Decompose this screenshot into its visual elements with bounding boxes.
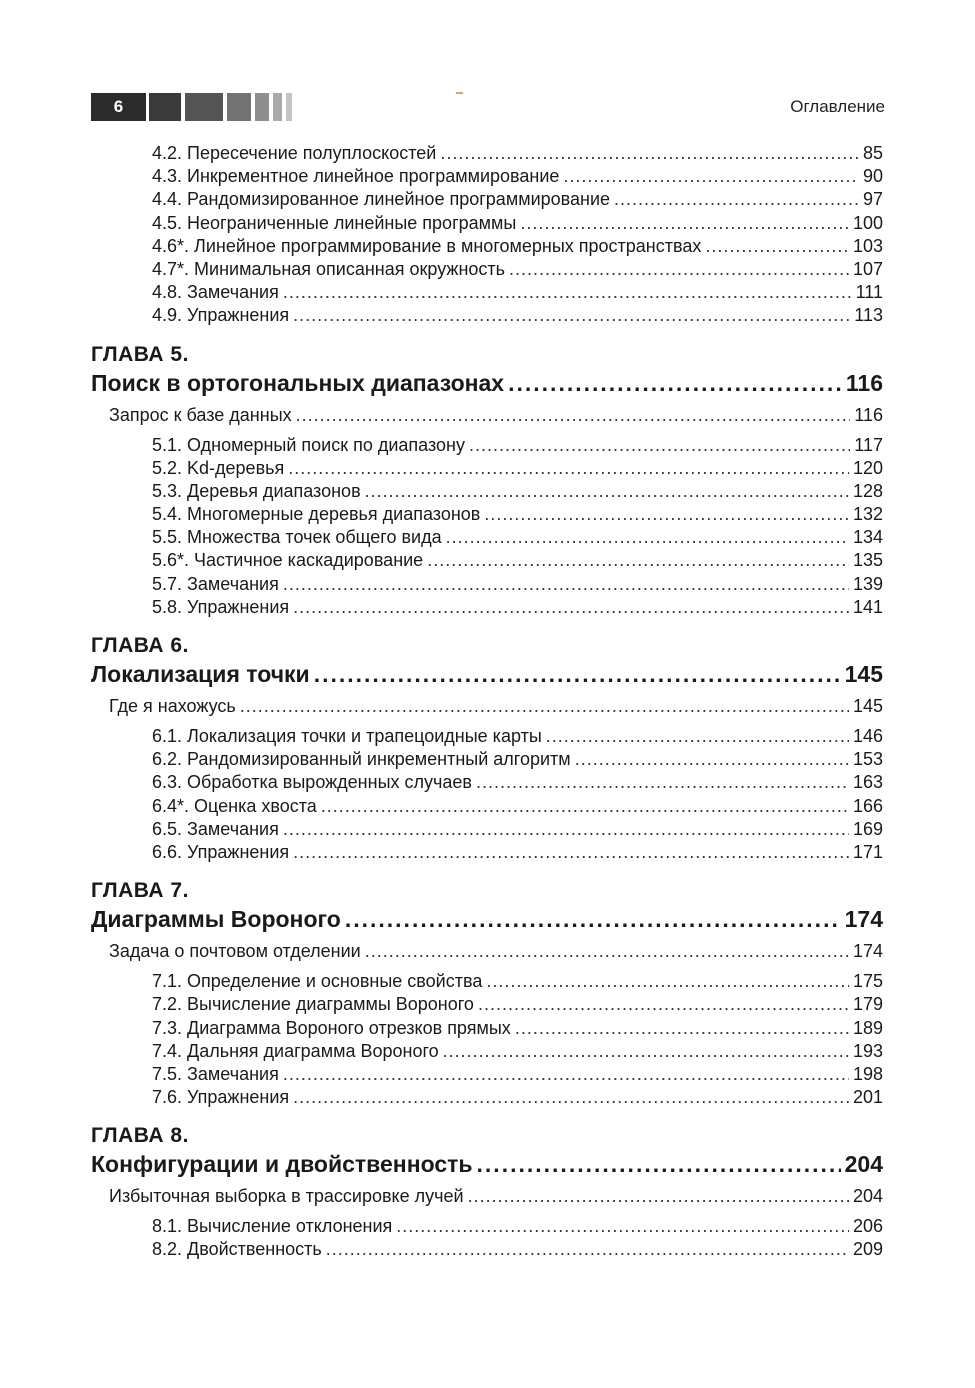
dot-leader xyxy=(486,970,849,993)
toc-intro-entry xyxy=(91,694,883,718)
toc-intro-entry-title: Избыточная выборка в трассировке лучей xyxy=(109,1186,464,1207)
toc-section-entry-title: 5.8. Упражнения xyxy=(152,596,290,617)
chapter-title-page: 116 xyxy=(845,369,883,396)
toc-section-entry xyxy=(91,841,883,864)
dot-leader xyxy=(293,1086,849,1109)
dot-leader xyxy=(240,694,849,718)
toc-section-entry-title: 5.2. Kd-деревья xyxy=(152,457,285,478)
toc-section-entry-title: 4.8. Замечания xyxy=(152,282,279,303)
dot-leader xyxy=(446,526,849,549)
toc-section-entry-page: 117 xyxy=(854,434,883,455)
header-bar-2 xyxy=(185,93,223,121)
toc-section-entry-title: 4.7*. Минимальная описанная окружность xyxy=(152,258,506,279)
toc-section-entry-page: 107 xyxy=(852,258,883,279)
toc-section-entry xyxy=(91,304,883,327)
dot-leader xyxy=(515,1017,849,1040)
toc-section-entry xyxy=(91,970,883,993)
toc-section-entry xyxy=(91,212,883,235)
dot-leader xyxy=(477,1150,841,1178)
toc-intro-entry-page: 174 xyxy=(852,941,883,962)
toc-section-entry-page: 132 xyxy=(852,504,883,525)
header-bar-4 xyxy=(255,93,269,121)
toc-section-entry-page: 135 xyxy=(852,550,883,571)
toc-section-entry-page: 100 xyxy=(852,212,883,233)
dot-leader xyxy=(508,369,842,397)
header-bar-3 xyxy=(227,93,251,121)
toc-section-entry-page: 146 xyxy=(852,726,883,746)
table-of-contents xyxy=(91,142,883,1262)
chapter-label: ГЛАВА 7. xyxy=(91,879,189,903)
dot-leader xyxy=(365,480,849,503)
dot-leader xyxy=(520,212,849,235)
toc-section-entry-title: 7.4. Дальняя диаграмма Вороного xyxy=(152,1040,439,1061)
toc-section-entry-page: 163 xyxy=(852,772,883,793)
toc-section-entry-title: 7.6. Упражнения xyxy=(152,1087,290,1108)
chapter-title-title: Поиск в ортогональных диапазонах xyxy=(91,369,505,396)
toc-section-entry-page: 175 xyxy=(852,971,883,992)
toc-section-entry-title: 5.1. Одномерный поиск по диапазону xyxy=(152,434,465,455)
toc-section-entry-title: 7.5. Замечания xyxy=(152,1063,279,1084)
toc-section-entry xyxy=(91,503,883,526)
toc-section-entry-title: 4.9. Упражнения xyxy=(152,305,290,326)
dot-leader xyxy=(326,1238,849,1261)
header-bar-5 xyxy=(273,93,282,121)
dot-leader xyxy=(563,165,859,188)
toc-section-entry xyxy=(91,165,883,188)
dot-leader xyxy=(478,993,849,1016)
toc-section-entry xyxy=(91,258,883,281)
toc-section-entry xyxy=(91,596,883,619)
toc-section-entry-page: 97 xyxy=(862,189,883,210)
toc-section-entry-title: 5.3. Деревья диапазонов xyxy=(152,480,361,501)
toc-section-entry-title: 7.2. Вычисление диаграммы Вороного xyxy=(152,994,474,1015)
toc-section-entry-page: 141 xyxy=(852,596,883,617)
chapter-label: ГЛАВА 5. xyxy=(91,342,189,366)
dot-leader xyxy=(484,503,849,526)
toc-intro-entry-title: Запрос к базе данных xyxy=(109,404,292,425)
toc-section-entry-title: 4.5. Неограниченные линейные программы xyxy=(152,212,517,233)
toc-section-entry xyxy=(91,818,883,841)
toc-intro-entry xyxy=(91,403,883,427)
toc-section-entry-title: 5.4. Многомерные деревья диапазонов xyxy=(152,504,481,525)
toc-section-entry-title: 8.1. Вычисление отклонения xyxy=(152,1216,393,1237)
toc-section-entry xyxy=(91,549,883,572)
toc-section-entry-page: 111 xyxy=(855,282,883,303)
dot-leader xyxy=(293,596,849,619)
toc-section-entry-page: 169 xyxy=(852,818,883,839)
toc-intro-entry xyxy=(91,1184,883,1208)
dot-leader xyxy=(321,795,849,818)
toc-section-entry-page: 166 xyxy=(852,795,883,816)
toc-section-entry-page: 103 xyxy=(852,235,883,256)
header-section-title: Оглавление xyxy=(790,97,885,116)
toc-section-entry xyxy=(91,188,883,211)
dot-leader xyxy=(293,841,849,864)
chapter-title-page: 204 xyxy=(844,1151,883,1178)
dot-leader xyxy=(443,1040,849,1063)
dot-leader xyxy=(345,905,841,933)
toc-section-entry xyxy=(91,526,883,549)
header-bar-1 xyxy=(149,93,181,121)
toc-section-entry xyxy=(91,993,883,1016)
toc-section-entry xyxy=(91,281,883,304)
toc-section-entry-page: 198 xyxy=(852,1063,883,1084)
toc-section-entry xyxy=(91,434,883,457)
toc-section-entry xyxy=(91,795,883,818)
decorative-mark xyxy=(456,92,463,94)
toc-section-entry-title: 6.2. Рандомизированный инкрементный алгоритм xyxy=(152,749,571,770)
toc-section-entry-page: 90 xyxy=(862,166,883,187)
toc-section-entry xyxy=(91,1063,883,1086)
toc-section-entry-title: 8.2. Двойственность xyxy=(152,1239,322,1260)
toc-section-entry-page: 206 xyxy=(852,1216,883,1237)
dot-leader xyxy=(283,818,849,841)
toc-section-entry xyxy=(91,142,883,165)
toc-section-entry xyxy=(91,1086,883,1109)
toc-section-entry-page: 189 xyxy=(852,1017,883,1038)
toc-section-entry xyxy=(91,1040,883,1063)
dot-leader xyxy=(614,188,859,211)
toc-intro-entry-page: 204 xyxy=(852,1186,883,1207)
toc-section-entry-title: 6.6. Упражнения xyxy=(152,841,290,862)
toc-section-entry-page: 85 xyxy=(862,143,883,163)
toc-section-entry-page: 193 xyxy=(852,1040,883,1061)
dot-leader xyxy=(705,235,849,258)
toc-section-entry-page: 120 xyxy=(852,457,883,478)
toc-section-entry xyxy=(91,480,883,503)
toc-section-entry-page: 134 xyxy=(852,527,883,548)
toc-section-entry-page: 209 xyxy=(852,1239,883,1260)
toc-section-entry-title: 5.7. Замечания xyxy=(152,573,279,594)
toc-intro-entry xyxy=(91,939,883,963)
dot-leader xyxy=(509,258,849,281)
toc-section-entry-title: 4.6*. Линейное программирование в многомерных пространствах xyxy=(152,235,702,256)
header-bar-6 xyxy=(286,93,292,121)
dot-leader xyxy=(283,281,852,304)
toc-section-entry-title: 4.4. Рандомизированное линейное программирование xyxy=(152,189,611,210)
toc-section-entry-page: 201 xyxy=(852,1087,883,1108)
toc-section-entry-title: 4.3. Инкрементное линейное программирование xyxy=(152,166,560,187)
toc-section-entry xyxy=(91,748,883,771)
dot-leader xyxy=(283,573,849,596)
toc-section-entry xyxy=(91,573,883,596)
chapter-title xyxy=(91,660,883,688)
toc-intro-entry-page: 145 xyxy=(852,696,883,716)
toc-section-entry-page: 128 xyxy=(852,480,883,501)
toc-section-entry-page: 171 xyxy=(852,841,883,862)
chapter-title-title: Диаграммы Вороного xyxy=(91,906,341,933)
toc-section-entry-title: 6.1. Локализация точки и трапецоидные карты xyxy=(152,726,542,746)
dot-leader xyxy=(469,434,850,457)
dot-leader xyxy=(396,1215,849,1238)
dot-leader xyxy=(314,660,841,688)
dot-leader xyxy=(440,142,859,165)
toc-section-entry-page: 113 xyxy=(854,305,883,326)
chapter-title-page: 174 xyxy=(844,906,883,933)
dot-leader xyxy=(283,1063,849,1086)
dot-leader xyxy=(365,939,849,963)
toc-intro-entry-title: Где я нахожусь xyxy=(109,696,236,716)
toc-section-entry xyxy=(91,725,883,748)
dot-leader xyxy=(468,1184,849,1208)
dot-leader xyxy=(546,725,849,748)
toc-section-entry xyxy=(91,1017,883,1040)
toc-section-entry-title: 7.1. Определение и основные свойства xyxy=(152,971,483,992)
chapter-title xyxy=(91,1150,883,1178)
toc-section-entry-title: 4.2. Пересечение полуплоскостей xyxy=(152,143,437,163)
chapter-title-title: Локализация точки xyxy=(91,661,310,687)
toc-section-entry xyxy=(91,1238,883,1261)
toc-section-entry-title: 5.5. Множества точек общего вида xyxy=(152,527,442,548)
toc-section-entry xyxy=(91,771,883,794)
toc-section-entry-title: 7.3. Диаграмма Вороного отрезков прямых xyxy=(152,1017,511,1038)
toc-section-entry-page: 179 xyxy=(852,994,883,1015)
chapter-title-title: Конфигурации и двойственность xyxy=(91,1151,473,1178)
toc-section-entry-title: 6.5. Замечания xyxy=(152,818,279,839)
toc-intro-entry-page: 116 xyxy=(854,404,883,425)
chapter-title-page: 145 xyxy=(844,661,883,687)
toc-section-entry-page: 139 xyxy=(852,573,883,594)
dot-leader xyxy=(575,748,849,771)
toc-intro-entry-title: Задача о почтовом отделении xyxy=(109,941,361,962)
toc-section-entry-title: 6.4*. Оценка хвоста xyxy=(152,795,317,816)
toc-section-entry xyxy=(91,235,883,258)
toc-section-entry-title: 6.3. Обработка вырожденных случаев xyxy=(152,772,472,793)
dot-leader xyxy=(427,549,849,572)
toc-section-entry-page: 153 xyxy=(852,749,883,770)
chapter-title xyxy=(91,905,883,933)
dot-leader xyxy=(293,304,850,327)
toc-section-entry xyxy=(91,1215,883,1238)
toc-section-entry xyxy=(91,457,883,480)
chapter-label: ГЛАВА 8. xyxy=(91,1124,189,1148)
toc-section-entry-title: 5.6*. Частичное каскадирование xyxy=(152,550,424,571)
page-header xyxy=(91,93,885,121)
chapter-title xyxy=(91,369,883,397)
dot-leader xyxy=(296,403,851,427)
dot-leader xyxy=(288,457,849,480)
dot-leader xyxy=(476,771,849,794)
chapter-label: ГЛАВА 6. xyxy=(91,634,189,657)
page-number: 6 xyxy=(91,93,146,121)
